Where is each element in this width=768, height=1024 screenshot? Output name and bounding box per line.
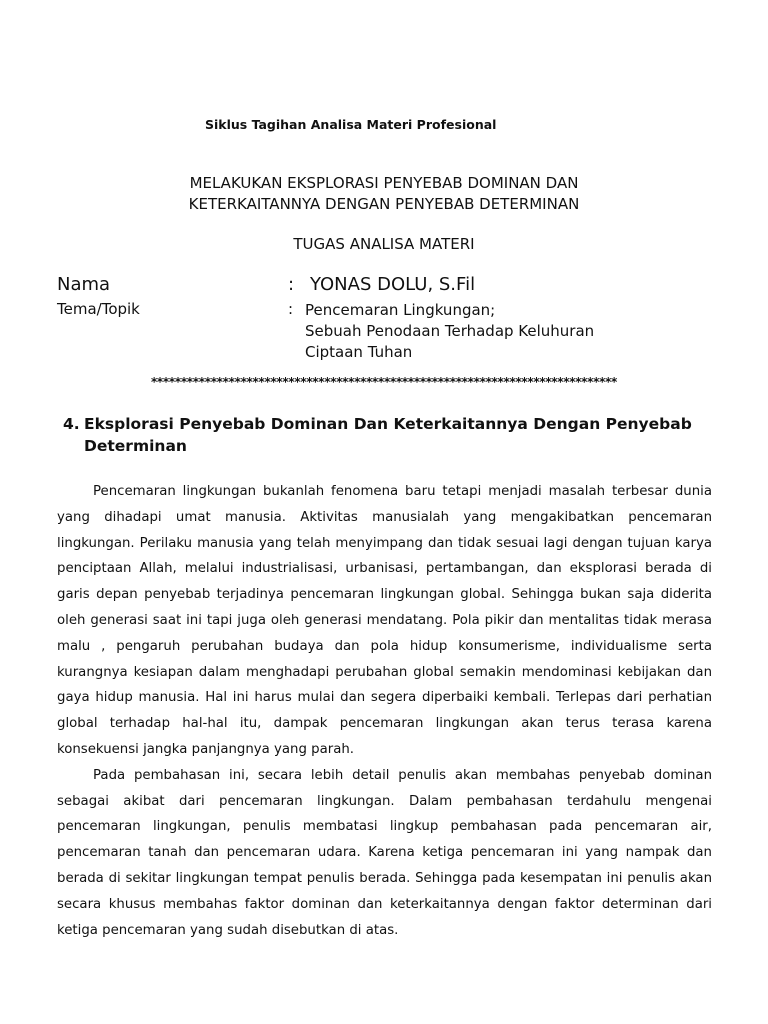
tema-label: Tema/Topik xyxy=(57,300,140,318)
document-subtitle: TUGAS ANALISA MATERI xyxy=(293,235,475,253)
tema-line-1: Pencemaran Lingkungan; xyxy=(305,301,496,319)
section-heading-line-1: Eksplorasi Penyebab Dominan Dan Keterkaitannya Dengan Penyebab xyxy=(84,415,692,433)
star-separator: ****************************************************************************** xyxy=(150,375,618,389)
title-line-2: KETERKAITANNYA DENGAN PENYEBAB DETERMINAN xyxy=(188,195,580,213)
nama-colon: : xyxy=(288,274,295,295)
tema-colon: : xyxy=(288,300,294,318)
series-title: Siklus Tagihan Analisa Materi Profesional xyxy=(205,117,497,132)
paragraph-1: Pencemaran lingkungan bukanlah fenomena baru tetapi menjadi masalah terbesar dunia yang dihadapi umat manusia. Aktivitas manusialah yang mengakibatkan pencemaran lingkungan. Perilaku manusia yang telah menyimpang dan tidak sesuai lagi dengan tujuan karya penciptaan Allah, melalui industrialisasi, urbanisasi, pertambangan, dan eksplorasi berada di garis depan penyebab terjadinya pencemaran lingkungan global. Sehingga bukan saja diderita oleh generasi saat ini tapi juga oleh generasi mendatang. Pola pikir dan mentalitas tidak merasa malu , pengaruh perubahan budaya dan pola hidup konsumerisme, individualisme serta kurangnya kesiapan dalam menghadapi perubahan global semakin mendominasi kebijakan dan gaya hidup manusia. Hal ini harus mulai dan segera diperbaiki kembali. Terlepas dari perhatian global terhadap hal-hal itu, dampak pencemaran lingkungan akan terus terasa karena konsekuensi jangka panjangnya yang parah. xyxy=(57,484,712,757)
title-line-1: MELAKUKAN EKSPLORASI PENYEBAB DOMINAN DAN xyxy=(189,174,579,192)
paragraph-2: Pada pembahasan ini, secara lebih detail penulis akan membahas penyebab dominan sebagai akibat dari pencemaran lingkungan. Dalam pembahasan terdahulu mengenai pencemaran lingkungan, penulis membatasi lingkup pembahasan pada pencemaran air, pencemaran tanah dan pencemaran udara. Karena ketiga pencemaran ini yang nampak dan berada di sekitar lingkungan tempat penulis berada. Sehingga pada kesempatan ini penulis akan secara khusus membahas faktor dominan dan keterkaitannya dengan faktor determinan dari ketiga pencemaran yang sudah disebutkan di atas. xyxy=(57,767,712,938)
tema-value xyxy=(305,300,594,363)
section-heading xyxy=(63,413,723,457)
tema-line-2: Sebuah Penodaan Terhadap Keluhuran xyxy=(305,322,595,340)
nama-value: YONAS DOLU, S.Fil xyxy=(310,274,476,295)
body-text xyxy=(57,479,712,943)
section-number: 4. xyxy=(63,415,80,433)
nama-label: Nama xyxy=(57,274,111,295)
tema-line-3: Ciptaan Tuhan xyxy=(305,343,413,361)
section-heading-line-2: Determinan xyxy=(84,437,187,455)
document-title xyxy=(0,173,768,215)
